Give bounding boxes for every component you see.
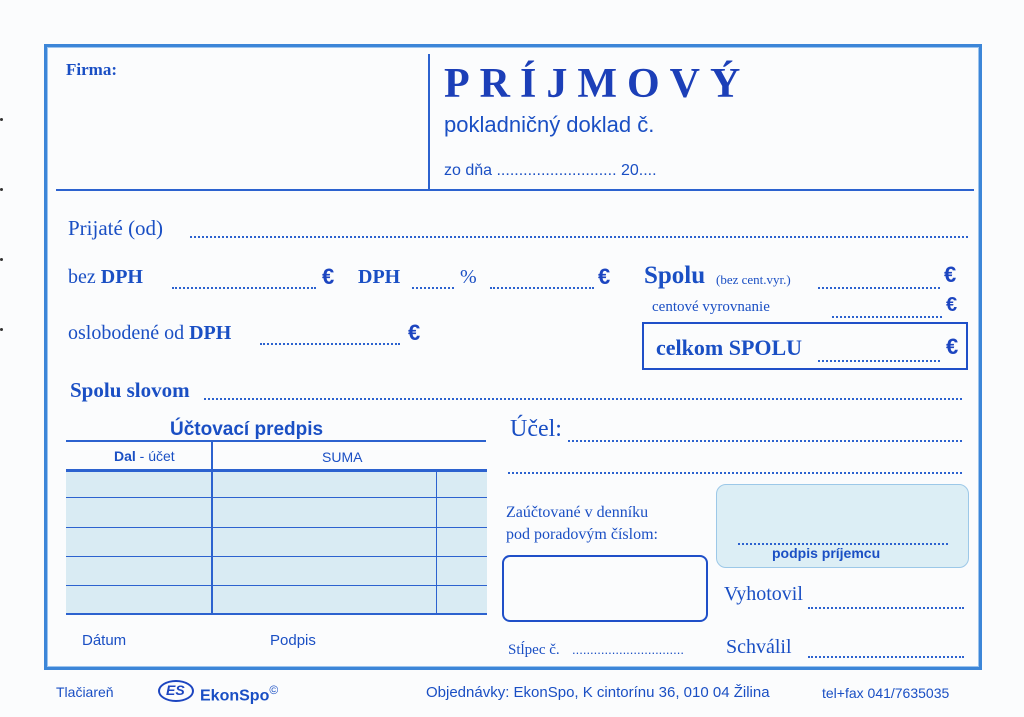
ucel-label: Účel: (510, 416, 562, 442)
header-bottom-rule (56, 189, 974, 191)
suma-header: SUMA (322, 449, 363, 465)
percent-sign: % (460, 266, 477, 288)
table-top-rule (66, 440, 486, 442)
dal-label: Dal (114, 448, 136, 464)
bez-dph-field[interactable] (172, 287, 316, 289)
table-row-line (66, 527, 487, 528)
datum-label: Dátum (82, 632, 127, 649)
oslobodene-dph-word: DPH (189, 322, 232, 344)
vyhotovil-label: Vyhotovil (724, 583, 803, 605)
uctovaci-predpis-title: Účtovací predpis (170, 419, 324, 440)
prijate-label: Prijaté (od) (68, 216, 164, 240)
table-row-line (66, 556, 487, 557)
tel-fax: tel+fax 041/7635035 (822, 685, 950, 701)
spolu-slovom-label: Spolu slovom (70, 378, 190, 402)
table-row-line (66, 585, 487, 586)
centove-field[interactable] (832, 316, 942, 318)
euro-sign: € (598, 264, 611, 289)
brand-name (200, 683, 278, 705)
spolu-label: Spolu (644, 262, 706, 289)
schvalil-label: Schválil (726, 636, 792, 658)
dph-percent-field[interactable] (412, 287, 454, 289)
bez-prefix: bez (68, 266, 96, 288)
binder-hole (0, 328, 3, 331)
logo-mark: ES (166, 682, 185, 698)
table-header-rule (66, 469, 487, 472)
euro-sign: € (408, 320, 421, 345)
dal-ucet-header (114, 448, 175, 464)
dph-amount-field[interactable] (490, 287, 594, 289)
prijate-field[interactable] (190, 236, 968, 238)
accounting-grid[interactable] (66, 470, 487, 614)
binder-hole (0, 188, 3, 191)
brand-label: EkonSpo (200, 687, 270, 705)
podpis-prijemcu-label: podpis príjemcu (772, 545, 881, 561)
stlpec-field[interactable]: ............................... (572, 642, 684, 657)
table-col-divider (211, 442, 213, 614)
document-subtitle: pokladničný doklad č. (444, 112, 655, 137)
bez-dph-word: DPH (100, 266, 143, 288)
spolu-slovom-field[interactable] (204, 398, 962, 400)
zauctovane-line2: pod poradovým číslom: (506, 526, 658, 543)
vyhotovil-field[interactable] (808, 607, 964, 609)
celkom-spolu-label: celkom SPOLU (656, 335, 803, 360)
copyright-mark: © (269, 683, 279, 697)
poradove-cislo-box[interactable] (502, 555, 708, 622)
binder-hole (0, 118, 3, 121)
header-divider (428, 54, 430, 190)
centove-label: centové vyrovnanie (652, 299, 770, 315)
podpis-label: Podpis (270, 632, 316, 649)
ucet-label: - účet (135, 448, 175, 464)
tlaciaren-label: Tlačiareň (56, 684, 114, 700)
zauctovane-line1: Zaúčtované v denníku (506, 504, 649, 521)
dph-label: DPH (358, 266, 401, 288)
spolu-field[interactable] (818, 287, 940, 289)
date-line: zo dňa ........................... 20.... (444, 162, 657, 179)
celkom-spolu-field[interactable] (818, 360, 940, 362)
spolu-note: (bez cent.vyr.) (716, 272, 791, 287)
objednavky-address: Objednávky: EkonSpo, K cintorínu 36, 010 04 Žilina (426, 684, 770, 701)
euro-sign: € (322, 264, 335, 289)
schvalil-field[interactable] (808, 656, 964, 658)
firma-label: Firma: (66, 60, 117, 79)
euro-sign: € (946, 294, 958, 316)
table-col-divider (436, 470, 437, 614)
table-bottom-rule (66, 613, 487, 615)
oslobodene-prefix: oslobodené od (68, 322, 185, 344)
ucel-field-1[interactable] (568, 440, 962, 442)
bez-dph-label (68, 266, 143, 289)
table-row-line (66, 497, 487, 498)
stlpec-label: Stĺpec č. (508, 642, 560, 658)
oslobodene-field[interactable] (260, 343, 400, 345)
ucel-field-2[interactable] (508, 472, 962, 474)
oslobodene-label (68, 322, 231, 345)
euro-sign: € (944, 262, 957, 287)
document-title: PRÍJMOVÝ (444, 61, 751, 107)
binder-hole (0, 258, 3, 261)
euro-sign: € (946, 334, 959, 359)
